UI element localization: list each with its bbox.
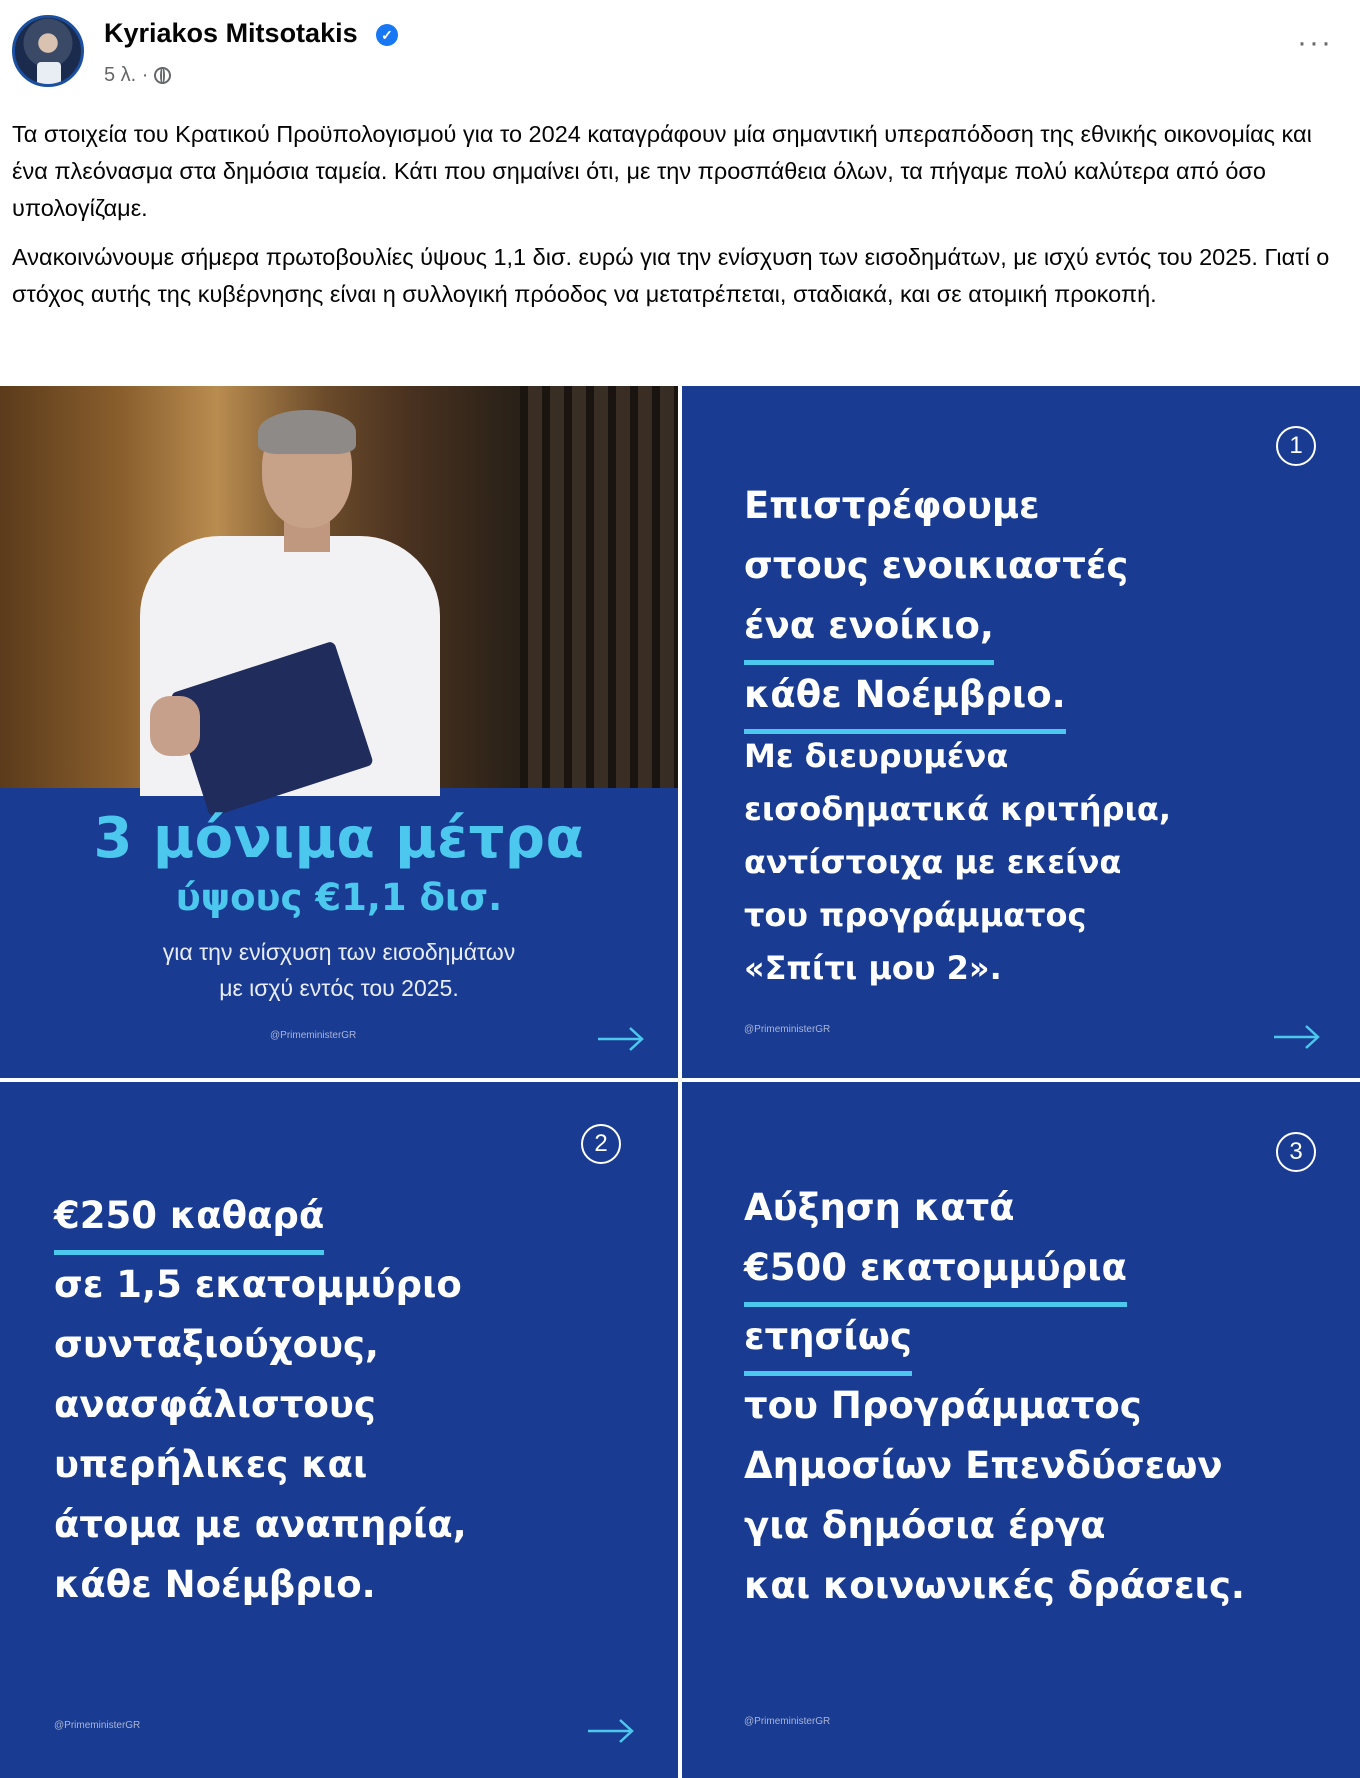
tile4-handle: @PrimeministerGR — [744, 1716, 831, 1727]
globe-icon — [154, 67, 171, 84]
tile2-handle: @PrimeministerGR — [744, 1024, 831, 1035]
number-1-icon: 1 — [1276, 426, 1316, 466]
tile1-description — [0, 934, 678, 1006]
post-meta — [104, 64, 171, 87]
image-tile-1[interactable] — [0, 386, 678, 1078]
arrow-right-icon — [1272, 1024, 1322, 1050]
tile2-headline — [744, 476, 1128, 734]
tile4-l6: για δημόσια έργα — [744, 1504, 1106, 1547]
tile1-desc-line2: με ισχύ εντός του 2025. — [219, 975, 459, 1001]
tile2-body — [744, 730, 1171, 995]
tile3-l6: άτομα με αναπηρία, — [54, 1503, 467, 1546]
post-paragraph-2: Ανακοινώνουμε σήμερα πρωτοβουλίες ύψους 1,1 δισ. ευρώ για την ενίσχυση των εισοδημάτων, με ισχύ εντός του 2025. Γιατί ο στόχος αυτής της κυβέρνησης είναι η συλλογική πρόοδος να μετατρέπεται, σταδιακά, και σε ατομική προκοπή. — [12, 244, 1330, 307]
number-3-icon: 3 — [1276, 1132, 1316, 1172]
arrow-right-icon — [586, 1718, 636, 1744]
tile2-h4: κάθε Νοέμβριο. — [744, 665, 1066, 734]
tile2-h3: ένα ενοίκιο, — [744, 596, 994, 665]
image-tile-4[interactable] — [682, 1082, 1360, 1778]
post-text — [12, 116, 1348, 325]
tile2-h1: Επιστρέφουμε — [744, 484, 1040, 527]
image-tile-3[interactable] — [0, 1082, 678, 1778]
tile1-title: 3 μόνιμα μέτρα — [93, 806, 585, 871]
arrow-right-icon — [596, 1026, 646, 1052]
author-name[interactable]: Kyriakos Mitsotakis — [104, 18, 358, 48]
tile1-subtitle: ύψους €1,1 δισ. — [175, 876, 503, 919]
image-tile-2[interactable] — [682, 386, 1360, 1078]
tile1-desc-line1: για την ενίσχυση των εισοδημάτων — [162, 939, 516, 965]
verified-badge-icon: ✓ — [376, 24, 398, 46]
post-header — [0, 0, 1360, 108]
tile1-handle: @PrimeministerGR — [270, 1030, 357, 1041]
tile4-text — [744, 1178, 1245, 1616]
tile2-b5: «Σπίτι μου 2». — [744, 949, 1002, 987]
tile3-l4: ανασφάλιστους — [54, 1383, 376, 1426]
pm-photo — [0, 386, 678, 788]
tile2-b3: αντίστοιχα με εκείνα — [744, 843, 1122, 881]
tile2-b2: εισοδηματικά κριτήρια, — [744, 790, 1172, 828]
tile3-l7: κάθε Νοέμβριο. — [54, 1563, 376, 1606]
number-2-icon: 2 — [581, 1124, 621, 1164]
tile3-l2: σε 1,5 εκατομμύριο — [54, 1263, 462, 1306]
post-time[interactable]: 5 λ. · — [104, 64, 149, 86]
tile3-l1: €250 καθαρά — [54, 1186, 324, 1255]
tile4-l2: €500 εκατομμύρια — [744, 1238, 1127, 1307]
tile3-text — [54, 1186, 467, 1615]
tile3-handle: @PrimeministerGR — [54, 1720, 141, 1731]
tile4-l5: Δημοσίων Επενδύσεων — [744, 1444, 1223, 1487]
tile2-b4: του προγράμματος — [744, 896, 1087, 934]
tile2-h2: στους ενοικιαστές — [744, 544, 1129, 587]
author-avatar[interactable] — [12, 15, 84, 87]
more-options-button[interactable]: ··· — [1297, 26, 1333, 59]
tile2-b1: Με διευρυμένα — [744, 737, 1009, 775]
post-paragraph-1: Τα στοιχεία του Κρατικού Προϋπολογισμού για το 2024 καταγράφουν μία σημαντική υπεραπόδοση της εθνικής οικονομίας και ένα πλεόνασμα στα δημόσια ταμεία. Κάτι που σημαίνει ότι, με την προσπάθεια όλων, τα πήγαμε πολύ καλύτερα από όσο υπολογίζαμε. — [12, 121, 1312, 221]
tile4-l4: του Προγράμματος — [744, 1384, 1142, 1427]
tile3-l5: υπερήλικες και — [54, 1443, 368, 1486]
tile4-l7: και κοινωνικές δράσεις. — [744, 1564, 1245, 1607]
tile3-l3: συνταξιούχους, — [54, 1323, 379, 1366]
tile4-l1: Αύξηση κατά — [744, 1186, 1015, 1229]
tile4-l3: ετησίως — [744, 1307, 912, 1376]
